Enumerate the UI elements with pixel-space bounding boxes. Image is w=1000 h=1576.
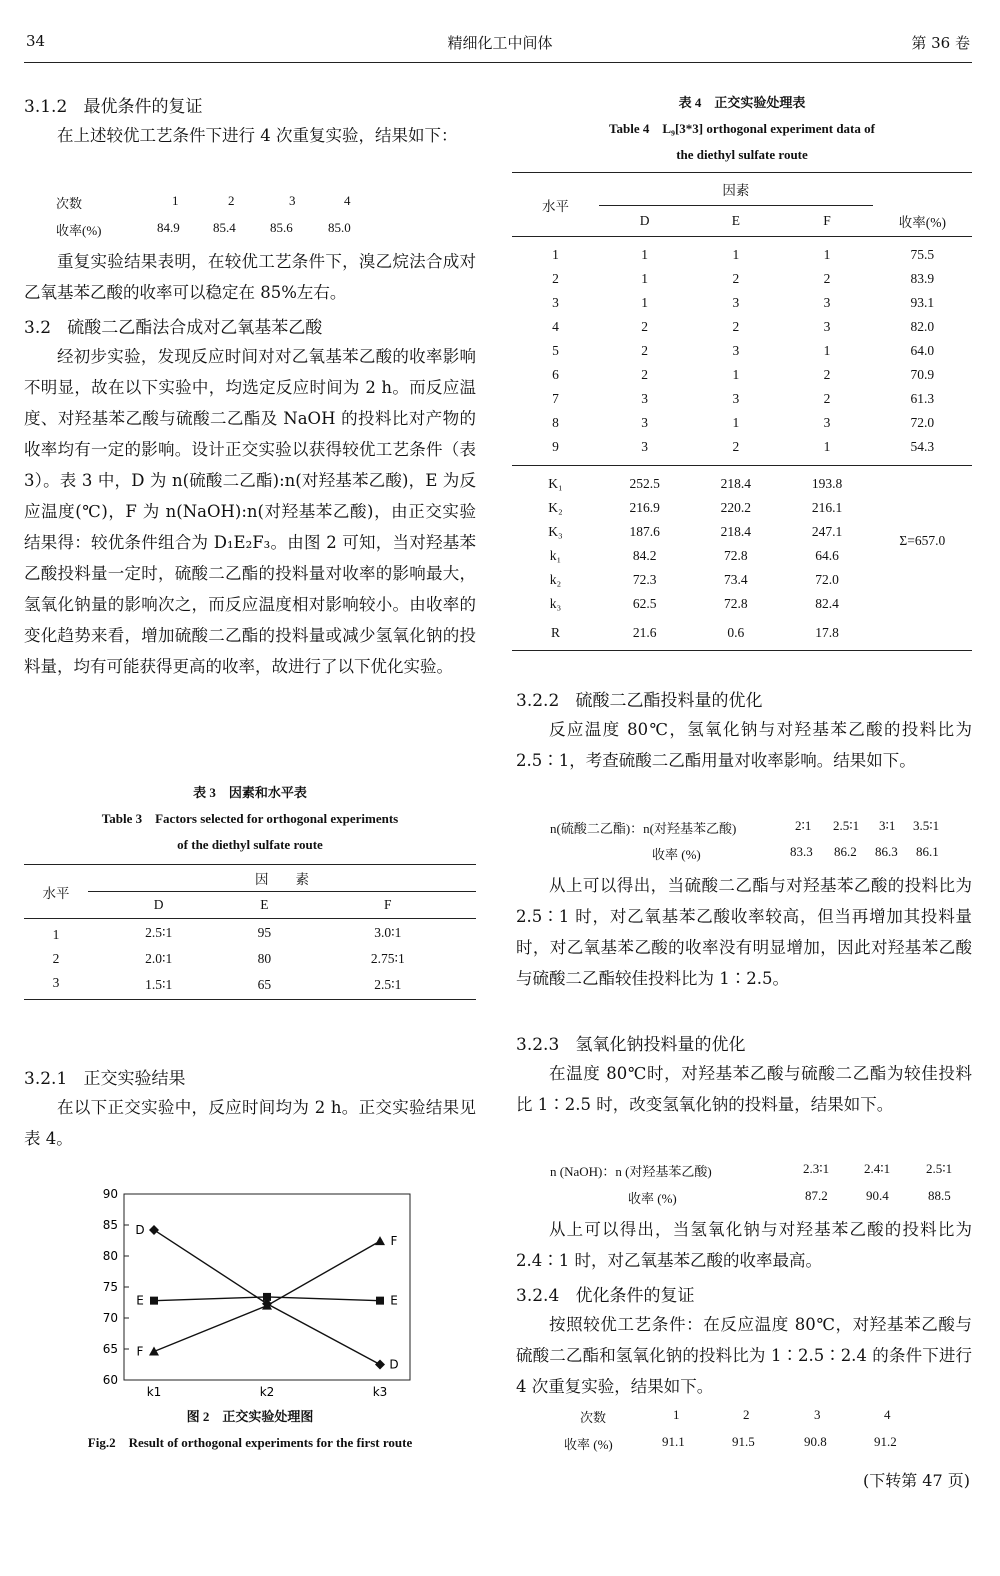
- cell: 83.3: [790, 844, 813, 859]
- section-number: 3.2: [24, 318, 52, 338]
- cell: 1: [641, 295, 649, 310]
- cell: 2.3∶1: [803, 1161, 830, 1176]
- cell: 86.2: [834, 844, 857, 859]
- paragraph-3-2-4: [516, 1309, 972, 1402]
- cell: 1: [823, 247, 831, 262]
- series-label-F: F: [390, 1234, 398, 1249]
- cell: 1: [732, 415, 740, 430]
- cell: 1: [781, 435, 872, 466]
- header-level: 水平: [24, 865, 88, 919]
- cell: 2: [823, 391, 831, 406]
- cell: 82.0: [910, 319, 935, 334]
- cell: 5: [552, 343, 559, 358]
- cell: 3: [641, 391, 649, 406]
- cell: 85.6: [270, 220, 293, 235]
- cell: 1: [641, 271, 649, 286]
- section-title: 最优条件的复证: [83, 97, 203, 117]
- cell: 83.9: [910, 271, 935, 286]
- x-tick-label: k1: [146, 1385, 162, 1399]
- cell: 8: [552, 415, 559, 430]
- cell: 0.6: [690, 616, 781, 651]
- cell: 3: [823, 415, 831, 430]
- cell: 2: [743, 1407, 750, 1422]
- cell: 3: [24, 971, 88, 1000]
- paragraph-3-2: [24, 341, 476, 682]
- col-D: D: [599, 206, 690, 237]
- table-4-caption: [512, 90, 972, 168]
- x-tick-label: k2: [259, 1385, 275, 1399]
- cell: 1: [52, 927, 60, 942]
- paragraph-text: 重复实验结果表明，在较优工艺条件下，溴乙烷法合成对乙氧基苯乙酸的收率可以稳定在 85%左右。: [24, 252, 476, 302]
- cell: K₂: [548, 500, 563, 515]
- cell: 252.5: [629, 476, 660, 491]
- cell: 9: [512, 435, 599, 466]
- table-row: [24, 971, 476, 1000]
- col-E: E: [690, 206, 781, 237]
- cell: k₂: [549, 572, 562, 587]
- cell: 72.8: [724, 596, 748, 611]
- cell: 82.4: [815, 596, 839, 611]
- caption-en: Fig.2 Result of orthogonal experiments for the first route: [87, 1435, 413, 1450]
- cell: 7: [552, 391, 559, 406]
- point-F: [149, 1346, 159, 1355]
- cell: 2.4∶1: [864, 1161, 891, 1176]
- plot-frame: [124, 1194, 410, 1380]
- cell: 93.1: [910, 295, 935, 310]
- cell: k₁: [549, 548, 562, 563]
- cell: 85.4: [213, 220, 236, 235]
- cell: 75.5: [910, 247, 935, 262]
- caption-en-line2: the diethyl sulfate route: [676, 147, 808, 162]
- cell: 218.4: [720, 524, 752, 539]
- section-heading-3-1-2: [24, 92, 202, 117]
- cell: 64.0: [910, 343, 935, 358]
- cell: 187.6: [629, 524, 660, 539]
- table-row: [512, 466, 972, 497]
- paragraph-text: 从上可以得出，当硫酸二乙酯与对羟基苯乙酸的投料比为 2.5∶1 时，对乙氧基苯乙酸收率较高，但当再增加其投料量时，对乙氧基苯乙酸的收率没有明显增加，因此对羟基苯乙酸与硫酸二乙酯较佳投料比为 1∶2.5。: [516, 876, 972, 988]
- cell: 17.8: [781, 616, 872, 651]
- cell: 2: [641, 367, 649, 382]
- point-F: [375, 1236, 385, 1245]
- cell: 2: [641, 343, 649, 358]
- cell: 84.9: [157, 220, 180, 235]
- cell: 3: [599, 435, 690, 466]
- cell: 216.1: [811, 500, 843, 515]
- cell: 2∶1: [795, 818, 812, 833]
- cell: 218.4: [720, 476, 752, 491]
- cell: 1: [823, 343, 831, 358]
- paragraph-3-2-3: [516, 1058, 972, 1120]
- point-E: [263, 1293, 271, 1301]
- col-F: F: [781, 206, 872, 237]
- table-3: [24, 864, 476, 1000]
- cell: 1: [732, 367, 740, 382]
- col-yield: 收率(%): [873, 206, 972, 237]
- section-number: 3.2.3: [516, 1035, 560, 1055]
- page-number: 34: [26, 32, 46, 50]
- cell: 4: [884, 1407, 891, 1422]
- cell: 65: [229, 971, 299, 1000]
- section-number: 3.2.4: [516, 1286, 560, 1306]
- cell: 91.5: [732, 1434, 755, 1449]
- cell: 86.3: [875, 844, 898, 859]
- row-label: 收率(%): [56, 223, 102, 238]
- section-number: 3.2.1: [24, 1069, 68, 1089]
- section-heading-3-2-1: [24, 1064, 185, 1089]
- cell: 3.5∶1: [913, 818, 940, 833]
- caption-cn: 表 3 因素和水平表: [193, 785, 307, 800]
- row-label: n (NaOH)：n (对羟基苯乙酸): [550, 1164, 712, 1179]
- cell: 3: [814, 1407, 821, 1422]
- paragraph-3-2-1: [24, 1092, 476, 1154]
- section-heading-3-2-3: [516, 1030, 745, 1055]
- cell: 2: [690, 435, 781, 466]
- paragraph-text: 反应温度 80℃，氢氧化钠与对羟基苯乙酸的投料比为 2.5∶1，考查硫酸二乙酯用量对收率影响。结果如下。: [516, 720, 972, 770]
- cell: 84.2: [632, 548, 657, 563]
- cell: 2.0∶1: [145, 951, 173, 966]
- cell: 1: [641, 247, 649, 262]
- y-tick-label: 90: [102, 1187, 118, 1201]
- cell: 85.0: [328, 220, 351, 235]
- caption-cn: 图 2 正交实验处理图: [186, 1409, 314, 1424]
- cell: 1: [732, 247, 740, 262]
- cell: 247.1: [811, 524, 843, 539]
- section-title: 正交实验结果: [83, 1069, 186, 1089]
- cell: 88.5: [928, 1188, 951, 1203]
- cell: 3: [732, 295, 740, 310]
- cell: 2.5∶1: [145, 925, 173, 940]
- table-row: [512, 291, 972, 315]
- section-title: 氢氧化钠投料量的优化: [575, 1035, 746, 1055]
- cell: 64.6: [815, 548, 839, 563]
- sigma-total: Σ=657.0: [899, 533, 946, 548]
- section-title: 硫酸二乙酯投料量的优化: [575, 691, 763, 711]
- cell: 4: [344, 193, 351, 208]
- cell: 2: [732, 319, 740, 334]
- row-label: 收率 (%): [652, 847, 701, 862]
- cell: 2: [823, 271, 831, 286]
- cell: 216.9: [629, 500, 660, 515]
- series-label-D: D: [135, 1222, 145, 1237]
- point-E: [150, 1297, 158, 1305]
- table-row: [512, 267, 972, 291]
- row-label: 次数: [580, 1410, 607, 1425]
- cell: 2: [52, 951, 60, 966]
- header-factor: 因素: [599, 173, 873, 206]
- paragraph-text: 在上述较优工艺条件下进行 4 次重复实验，结果如下：: [57, 126, 458, 145]
- cell: 3∶1: [879, 818, 896, 833]
- factor-E: E: [229, 892, 299, 919]
- cell: 220.2: [720, 500, 752, 515]
- y-tick-label: 65: [102, 1342, 118, 1356]
- section-title: 硫酸二乙酯法合成对乙氧基苯乙酸: [67, 318, 323, 338]
- cell: 3: [289, 193, 296, 208]
- cell: 61.3: [910, 391, 935, 406]
- cell: 1.5∶1: [88, 971, 229, 1000]
- cell: R: [512, 616, 599, 651]
- factor-D: D: [88, 892, 229, 919]
- cell: 4: [552, 319, 559, 334]
- cell: 3: [823, 295, 831, 310]
- y-tick-label: 70: [102, 1311, 118, 1325]
- cell: 54.3: [873, 435, 972, 466]
- paragraph-3-2-2-b: [516, 870, 972, 994]
- cell: 3.0∶1: [374, 925, 402, 940]
- cell: 2: [732, 271, 740, 286]
- paragraph-repeat-intro: [24, 120, 476, 151]
- cell: 1: [552, 247, 559, 262]
- row-label: 收率 (%): [628, 1191, 677, 1206]
- cell: 95: [257, 925, 272, 940]
- series-label-D: D: [389, 1357, 399, 1372]
- table-row: [512, 339, 972, 363]
- section-heading-3-2-4: [516, 1281, 694, 1306]
- x-tick-label: k3: [372, 1385, 388, 1399]
- cell: 3: [823, 319, 831, 334]
- factor-F: F: [300, 892, 476, 919]
- cell: 72.0: [910, 415, 935, 430]
- cell: 193.8: [811, 476, 843, 491]
- volume-label: 第 36 卷: [911, 34, 970, 52]
- paragraph-3-2-2: [516, 714, 972, 776]
- y-tick-label: 80: [102, 1249, 118, 1263]
- cell: 2.75∶1: [370, 951, 405, 966]
- caption-cn: 表 4 正交实验处理表: [678, 95, 806, 110]
- series-label-E: E: [136, 1293, 144, 1308]
- y-tick-label: 75: [102, 1280, 118, 1294]
- cell: k₃: [549, 596, 562, 611]
- table-3-caption: [24, 780, 476, 858]
- table-row: [24, 919, 476, 948]
- cell: 87.2: [805, 1188, 828, 1203]
- cell: 2.5∶1: [833, 818, 860, 833]
- figure-2-chart: [80, 1180, 440, 1400]
- section-heading-3-2: [24, 313, 322, 338]
- cell: 1: [172, 193, 179, 208]
- series-label-E: E: [390, 1293, 398, 1308]
- row-label: 收率 (%): [564, 1437, 613, 1452]
- section-heading-3-2-2: [516, 686, 762, 711]
- paragraph-text: 在以下正交实验中，反应时间均为 2 h。正交实验结果见表 4。: [24, 1098, 476, 1148]
- journal-title: 精细化工中间体: [447, 34, 553, 52]
- cell: 72.0: [815, 572, 839, 587]
- cell: 91.2: [874, 1434, 897, 1449]
- header-rule: [24, 62, 972, 63]
- cell: 2.5∶1: [926, 1161, 953, 1176]
- continued-note: (下转第 47 页): [862, 1471, 970, 1490]
- cell: 2: [552, 271, 559, 286]
- y-tick-label: 60: [102, 1373, 118, 1387]
- cell: 72.3: [632, 572, 657, 587]
- header-factor: 因 素: [88, 865, 476, 892]
- header-level: 水平: [512, 173, 599, 237]
- cell: 3: [641, 415, 649, 430]
- cell: 3: [732, 391, 740, 406]
- row-label: 次数: [56, 196, 83, 211]
- table-4: [512, 172, 972, 651]
- cell: 90.4: [866, 1188, 889, 1203]
- cell: 90.8: [804, 1434, 827, 1449]
- cell: 3: [552, 295, 559, 310]
- table-row: [512, 435, 972, 466]
- paragraph-text: 经初步实验，发现反应时间对对乙氧基苯乙酸的收率影响不明显，故在以下实验中，均选定反应时间为 2 h。而反应温度、对羟基苯乙酸与硫酸二乙酯及 NaOH 的投料比对产物的收率均有一定的影响。设计正交实验以获得较优工艺条件（表 3）。表 3 中，D 为 n(硫酸二乙酯):n(对羟基苯乙酸)，E 为反应温度(℃)，F 为 n(NaOH):n(对羟基苯乙酸)，由正交实验结果得：较优条件组合为 D₁E₂F₃。由图 2 可知，当对羟基苯乙酸投料量一定时，硫酸二乙酯的投料量对收率的影响最大，氢氧化钠量的影响次之，而反应温度相对影响较小。由收率的变化趋势来看，增加硫酸二乙酯的投料量或减少氢氧化钠的投料量，均有可能获得更高的收率，故进行了以下优化实验。: [24, 347, 476, 676]
- paragraph-text: 按照较优工艺条件：在反应温度 80℃，对羟基苯乙酸与硫酸二乙酯和氢氧化钠的投料比为 1∶2.5∶2.4 的条件下进行 4 次重复实验，结果如下。: [516, 1315, 972, 1396]
- point-D: [149, 1225, 159, 1235]
- table-row: [512, 363, 972, 387]
- cell: 21.6: [599, 616, 690, 651]
- row-label: n(硫酸二乙酯)：n(对羟基苯乙酸): [550, 821, 737, 836]
- y-tick-label: 85: [102, 1218, 118, 1232]
- cell: 73.4: [724, 572, 748, 587]
- caption-en-line2: of the diethyl sulfate route: [177, 837, 323, 852]
- point-E: [376, 1297, 384, 1305]
- paragraph-3-2-3-b: [516, 1214, 972, 1276]
- cell: 6: [552, 367, 559, 382]
- cell: K₃: [548, 524, 563, 539]
- table-row: [24, 947, 476, 971]
- table-row: [512, 411, 972, 435]
- cell: 80: [257, 951, 272, 966]
- paragraph-repeat-result: [24, 246, 476, 308]
- cell: 2.5∶1: [300, 971, 476, 1000]
- cell: 3: [732, 343, 740, 358]
- cell: 2: [228, 193, 235, 208]
- cell: 70.9: [910, 367, 935, 382]
- series-label-F: F: [136, 1344, 144, 1359]
- paragraph-text: 在温度 80℃时，对羟基苯乙酸与硫酸二乙酯为较佳投料比 1∶2.5 时，改变氢氧化钠的投料量，结果如下。: [516, 1064, 972, 1114]
- paragraph-text: 从上可以得出，当氢氧化钠与对羟基苯乙酸的投料比为 2.4∶1 时，对乙氧基苯乙酸的收率最高。: [516, 1220, 972, 1270]
- cell: 72.8: [724, 548, 748, 563]
- section-title: 优化条件的复证: [575, 1286, 695, 1306]
- caption-en-line1: Table 4 L₉[3*3] orthogonal experiment data of: [609, 121, 875, 136]
- section-number: 3.1.2: [24, 97, 68, 117]
- table-row: [512, 387, 972, 411]
- section-number: 3.2.2: [516, 691, 560, 711]
- cell: 91.1: [662, 1434, 685, 1449]
- table-row: [512, 237, 972, 268]
- caption-en-line1: Table 3 Factors selected for orthogonal experiments: [101, 811, 399, 826]
- table-row: [512, 315, 972, 339]
- cell: 1: [673, 1407, 680, 1422]
- cell: 62.5: [632, 596, 657, 611]
- cell: 2: [641, 319, 649, 334]
- point-D: [375, 1360, 385, 1370]
- cell: 2: [823, 367, 831, 382]
- figure-2-caption: [24, 1404, 476, 1456]
- table-row: [512, 616, 972, 651]
- cell: 86.1: [916, 844, 939, 859]
- cell: K₁: [548, 476, 563, 491]
